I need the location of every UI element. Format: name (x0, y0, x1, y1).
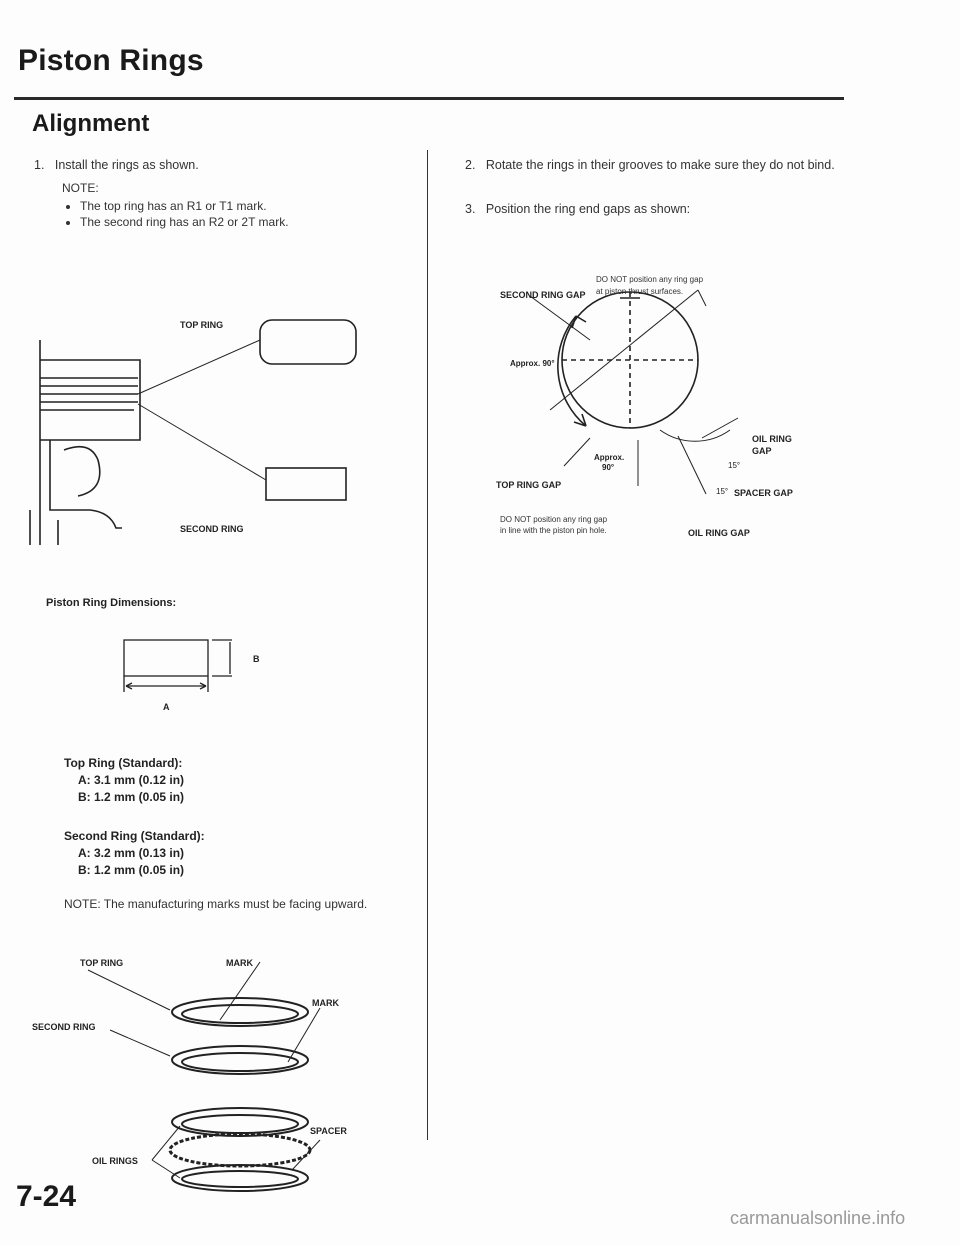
second-ring-spec-heading: Second Ring (Standard): (64, 829, 205, 843)
section-title: Alignment (32, 110, 150, 137)
step-1-number: 1. (34, 158, 45, 172)
step-1 (34, 156, 414, 174)
step-3-text: Position the ring end gaps as shown: (485, 202, 691, 216)
oil-ring-gap-bottom-label: OIL RING GAP (688, 528, 750, 538)
second-ring-label: SECOND RING (32, 1022, 96, 1032)
step-1-text: Install the rings as shown. (54, 158, 199, 172)
second-ring-gap-label: SECOND RING GAP (500, 290, 586, 300)
top-ring-spec-b: B: 1.2 mm (0.05 in) (78, 790, 185, 804)
second-ring-label: SECOND RING (180, 524, 244, 534)
page-number: 7-24 (16, 1180, 77, 1213)
top-ring-spec-heading: Top Ring (Standard): (64, 756, 183, 770)
pin-note-line-1: DO NOT position any ring gap (500, 515, 608, 524)
spacer-label: SPACER (310, 1126, 347, 1136)
note-item: • The second ring has an R2 or 2T mark. (80, 214, 412, 230)
oil-ring-gap-label-1: OIL RING (752, 434, 792, 444)
top-ring-label: TOP RING (180, 320, 224, 330)
thrust-note-line-1: DO NOT position any ring gap (596, 275, 704, 284)
column-divider (427, 150, 428, 1140)
approx-label: Approx. (594, 453, 625, 462)
piston-ring-figure (30, 300, 390, 550)
deg15-b-label: 15° (716, 487, 729, 496)
step-2-text: Rotate the rings in their grooves to make sure they do not bind. (485, 158, 835, 172)
mark-label: MARK (312, 998, 339, 1008)
step-2-number: 2. (465, 158, 476, 172)
ring-dimension-diagram (120, 630, 270, 720)
deg15-a-label: 15° (728, 461, 741, 470)
step-2 (465, 156, 835, 174)
title-rule (14, 97, 844, 100)
second-ring-spec-a: A: 3.2 mm (0.13 in) (78, 846, 185, 860)
marks-note: NOTE: The manufacturing marks must be facing upward. (64, 897, 368, 911)
step-3-number: 3. (465, 202, 476, 216)
ring-gap-diagram (490, 260, 850, 560)
spacer-gap-label: SPACER GAP (734, 488, 793, 498)
oil-ring-gap-label-2: GAP (752, 446, 772, 456)
pin-note-line-2: in line with the piston pin hole. (500, 526, 607, 535)
approx-90-left-label: Approx. 90° (510, 359, 555, 368)
dimension-a-label: A (163, 702, 170, 712)
dimension-b-label: B (253, 654, 260, 664)
note-label: NOTE: (62, 181, 99, 195)
second-ring-spec-b: B: 1.2 mm (0.05 in) (78, 863, 185, 877)
deg90-label: 90° (602, 463, 615, 472)
top-ring-spec-a: A: 3.1 mm (0.12 in) (78, 773, 185, 787)
page-title: Piston Rings (18, 44, 204, 77)
note-item: • The top ring has an R1 or T1 mark. (80, 198, 412, 214)
thrust-note-line-2: at piston thrust surfaces. (596, 287, 684, 296)
watermark: carmanualsonline.info (730, 1208, 906, 1228)
top-ring-gap-label: TOP RING GAP (496, 480, 562, 490)
ring-stack-figure (30, 950, 360, 1190)
step-3 (465, 200, 835, 218)
note-block (62, 180, 412, 230)
oil-rings-label: OIL RINGS (92, 1156, 138, 1166)
second-ring-spec (64, 828, 205, 879)
dimensions-title: Piston Ring Dimensions: (46, 597, 177, 609)
top-ring-spec (64, 755, 184, 806)
mark-label: MARK (226, 958, 253, 968)
top-ring-label: TOP RING (80, 958, 124, 968)
